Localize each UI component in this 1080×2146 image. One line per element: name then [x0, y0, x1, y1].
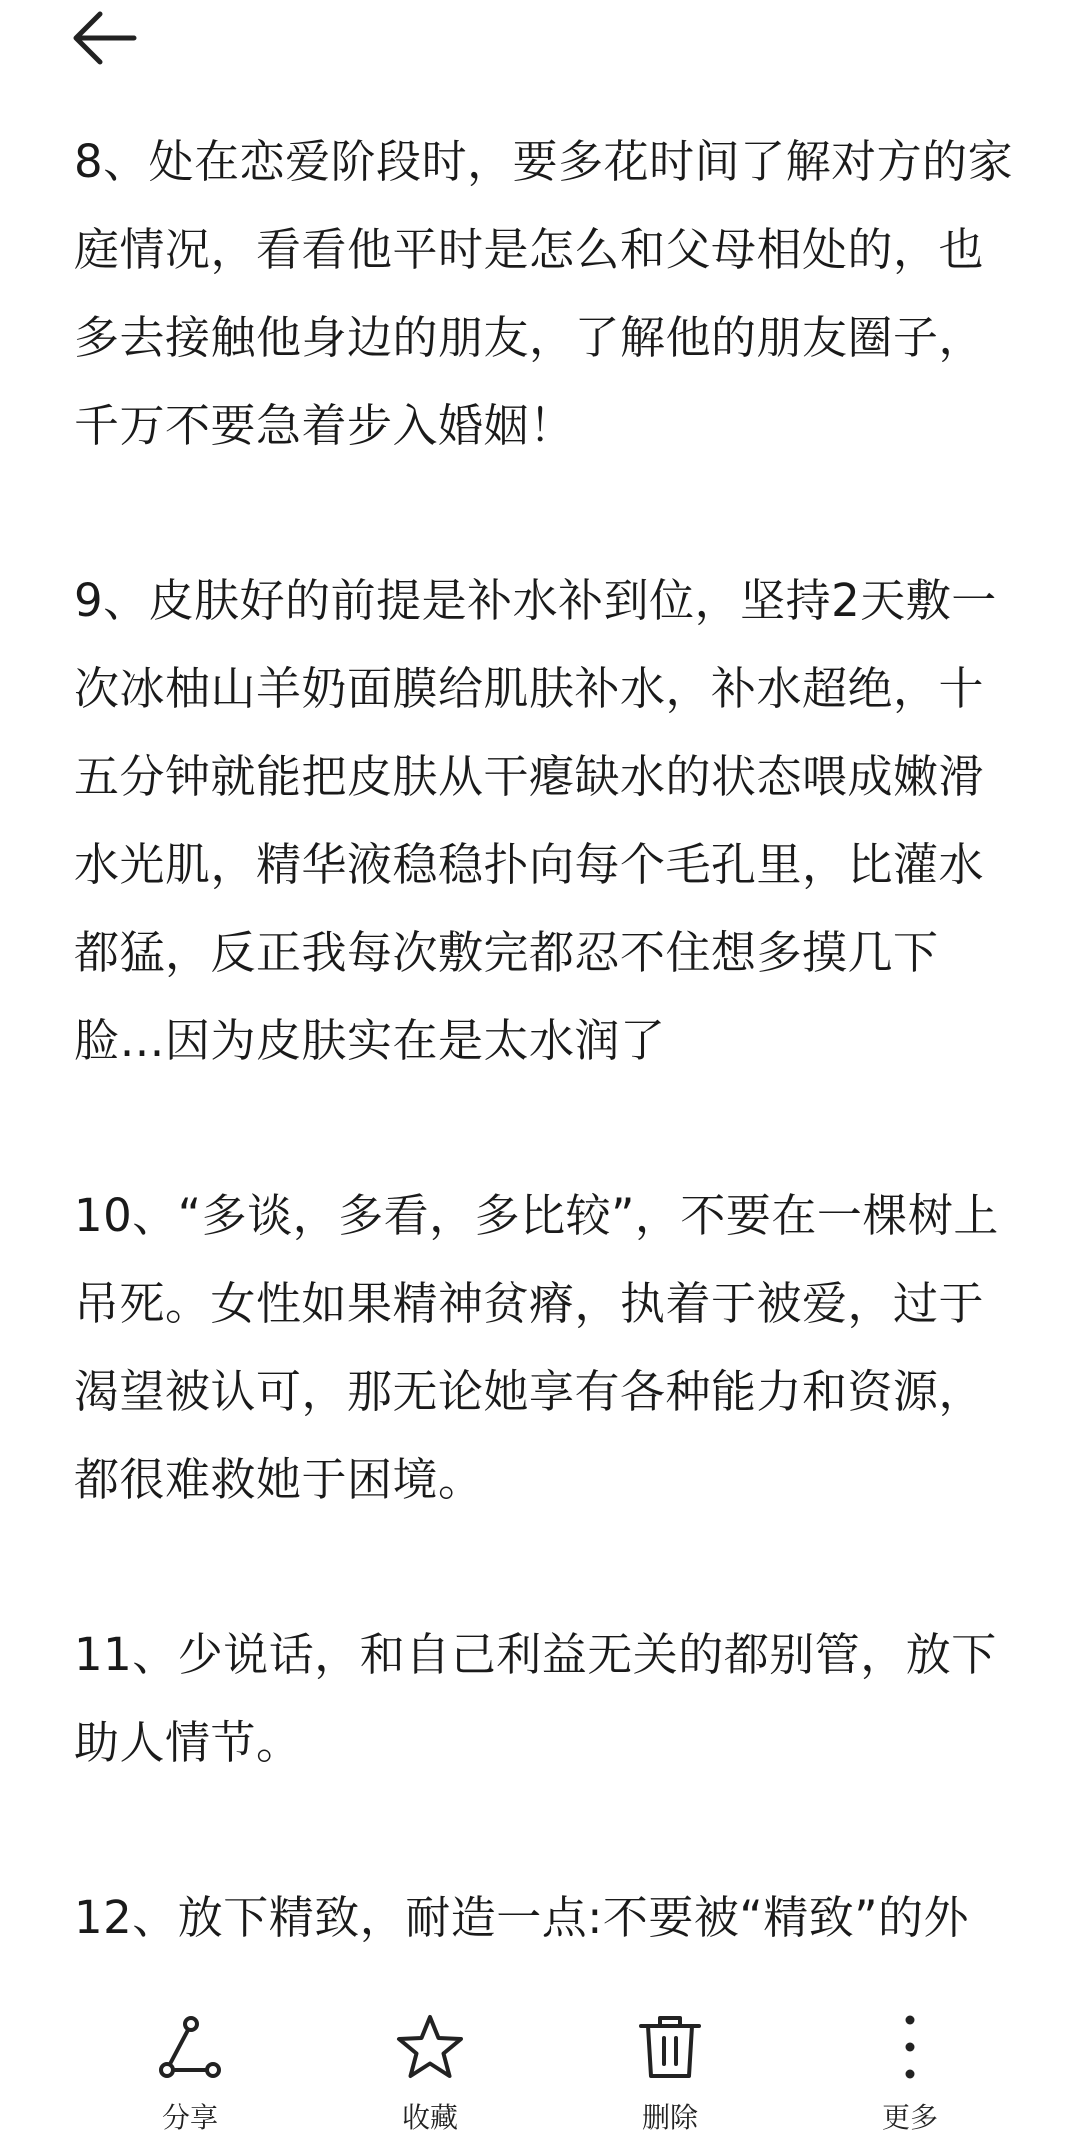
paragraph-8: 8、处在恋爱阶段时，要多花时间了解对方的家庭情况，看看他平时是怎么和父母相处的，也多去接触他身边的朋友，了解他的朋友圈子，千万不要急着步入婚姻！	[74, 135, 1014, 452]
paragraph-10: 10、“多谈，多看，多比较”，不要在一棵树上吊死。女性如果精神贫瘠，执着于被爱，过于渴望被认可，那无论她享有各种能力和资源，都很难救她于困境。	[74, 1189, 999, 1506]
share-button[interactable]	[120, 1974, 260, 2146]
more-button[interactable]	[840, 1974, 980, 2146]
share-label: 分享	[161, 2101, 218, 2134]
arrow-left-icon	[68, 0, 148, 80]
favorite-button[interactable]	[360, 1974, 500, 2146]
note-content	[74, 118, 1014, 1978]
delete-label: 删除	[641, 2101, 698, 2134]
star-icon	[395, 2012, 465, 2082]
paragraph-11: 11、少说话，和自己利益无关的都别管，放下助人情节。	[74, 1628, 997, 1769]
paragraph-9: 9、皮肤好的前提是补水补到位，坚持2天敷一次冰柚山羊奶面膜给肌肤补水，补水超绝，十五分钟就能把皮肤从干瘪缺水的状态喂成嫩滑水光肌，精华液稳稳扑向每个毛孔里，比灌水都猛，反正我每次敷完都忍不住想多摸几下脸…因为皮肤实在是太水润了	[74, 574, 997, 1067]
share-icon	[155, 2012, 225, 2082]
favorite-label: 收藏	[401, 2101, 458, 2134]
bottom-action-bar	[0, 1974, 1080, 2146]
more-label: 更多	[881, 2101, 938, 2134]
more-vertical-icon	[875, 2012, 945, 2082]
paragraph-12: 12、放下精致，耐造一点:不要被“精致”的外	[74, 1891, 970, 1944]
trash-icon	[635, 2012, 705, 2082]
back-button[interactable]	[68, 0, 148, 80]
delete-button[interactable]	[600, 1974, 740, 2146]
top-bar	[0, 0, 1080, 90]
